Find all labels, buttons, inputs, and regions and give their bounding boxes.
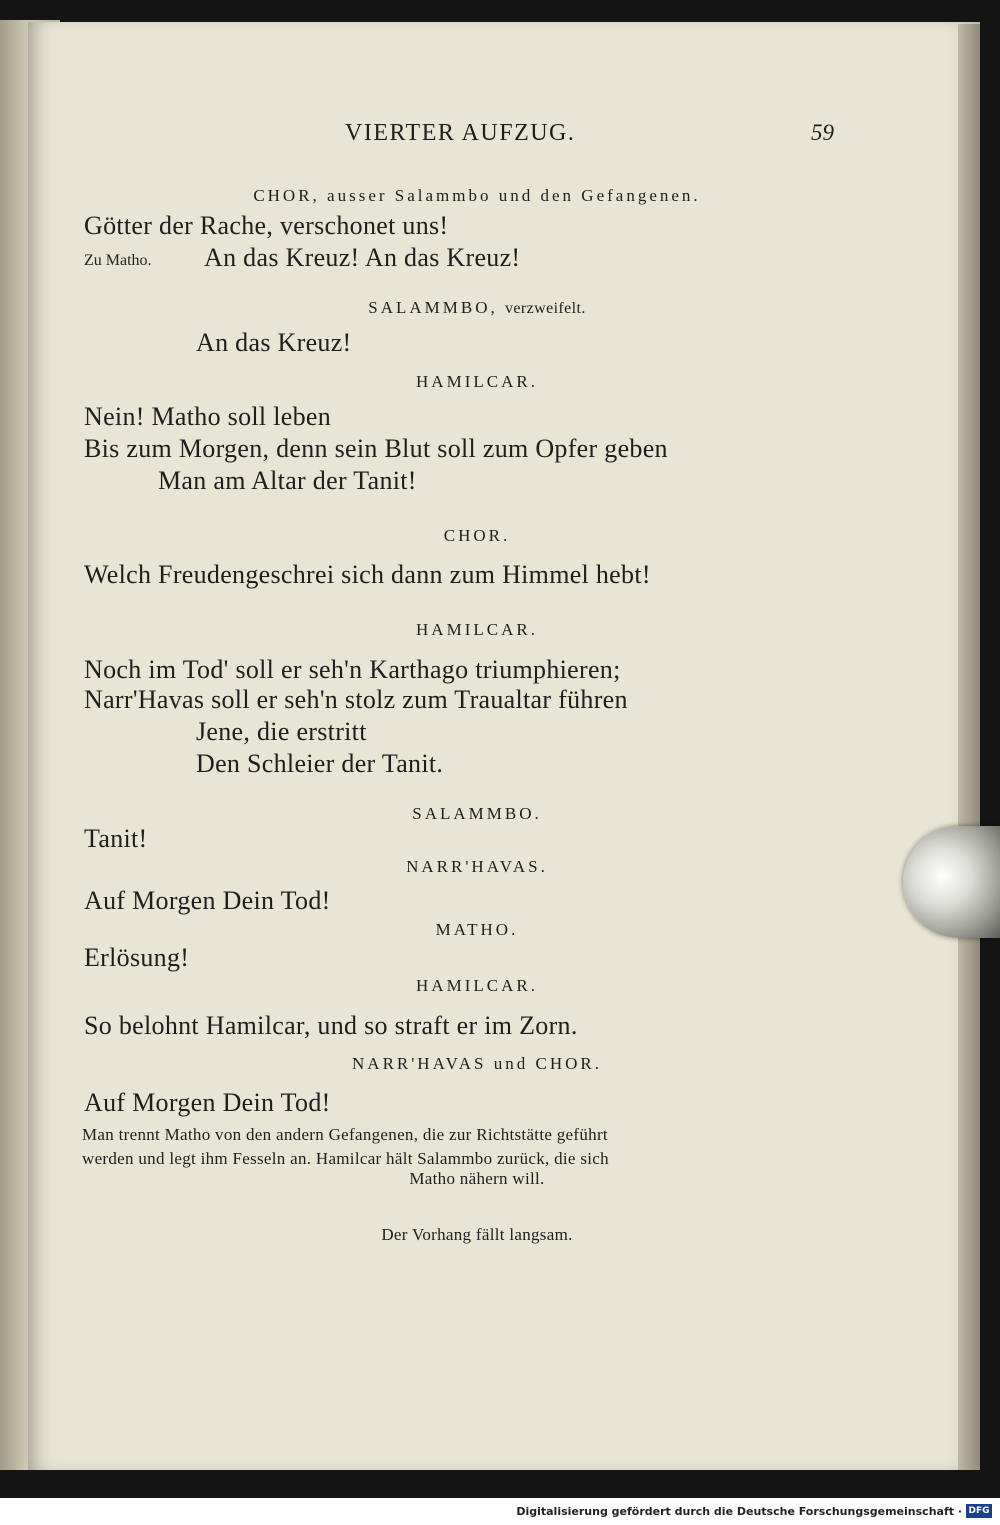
speaker-hamilcar: HAMILCAR. — [416, 372, 538, 391]
verse-line: Jene, die erstritt — [196, 717, 367, 746]
verse-line: Auf Morgen Dein Tod! — [84, 886, 331, 915]
verse-line: Man am Altar der Tanit! — [158, 466, 417, 495]
verse-line: Narr'Havas soll er seh'n stolz zum Traualtar führen — [84, 685, 628, 714]
verse-line: Nein! Matho soll leben — [84, 402, 332, 431]
verse-line: Den Schleier der Tanit. — [196, 749, 444, 778]
speaker-salammbo: SALAMMBO. — [412, 804, 542, 823]
speaker-name: SALAMMBO, — [368, 298, 498, 317]
verse-line: Bis zum Morgen, denn sein Blut soll zum Opfer geben — [84, 434, 668, 463]
verse-line: Erlösung! — [84, 943, 190, 972]
verse-line: An das Kreuz! — [196, 328, 352, 357]
page-fore-edge — [958, 24, 980, 1470]
verse-line: Noch im Tod' soll er seh'n Karthago triumphieren; — [84, 655, 621, 684]
stage-direction: Matho nähern will. — [409, 1169, 545, 1188]
speaker-hamilcar: HAMILCAR. — [416, 976, 538, 995]
speaker-chor: CHOR. — [443, 526, 511, 545]
speaker-matho: MATHO. — [435, 920, 519, 939]
speaker-narrhavas: NARR'HAVAS. — [406, 857, 548, 876]
verse-line: Götter der Rache, verschonet uns! — [84, 211, 449, 240]
speaker-hamilcar: HAMILCAR. — [416, 620, 538, 639]
speaker-narrhavas-chor: NARR'HAVAS und CHOR. — [352, 1054, 602, 1073]
dfg-logo-icon: DFG — [966, 1504, 992, 1518]
stage-direction-inline: Zu Matho. — [84, 252, 152, 269]
stage-direction: Man trennt Matho von den andern Gefangenen, die zur Richtstätte geführt — [82, 1125, 608, 1144]
page-number: 59 — [811, 120, 834, 145]
verse-line: Tanit! — [84, 824, 148, 853]
verse-line: An das Kreuz! An das Kreuz! — [204, 243, 521, 272]
speaker-salammbo — [82, 298, 872, 318]
verse-line: So belohnt Hamilcar, und so straft er im Zorn. — [84, 1011, 578, 1040]
speaker-note: verzweifelt. — [504, 300, 586, 317]
verse-line: Auf Morgen Dein Tod! — [84, 1088, 331, 1117]
running-title: VIERTER AUFZUG. — [345, 120, 576, 146]
curtain-direction: Der Vorhang fällt langsam. — [381, 1225, 573, 1244]
footer-credit: Digitalisierung gefördert durch die Deutsche Forschungsgemeinschaft · — [516, 1505, 962, 1518]
digitization-footer — [0, 1498, 1000, 1525]
stage-direction: werden und legt ihm Fesseln an. Hamilcar hält Salammbo zurück, die sich — [82, 1149, 609, 1168]
verse-line: Welch Freudengeschrei sich dann zum Himmel hebt! — [84, 560, 651, 589]
speaker-chor: CHOR, ausser Salammbo und den Gefangenen. — [253, 186, 701, 205]
